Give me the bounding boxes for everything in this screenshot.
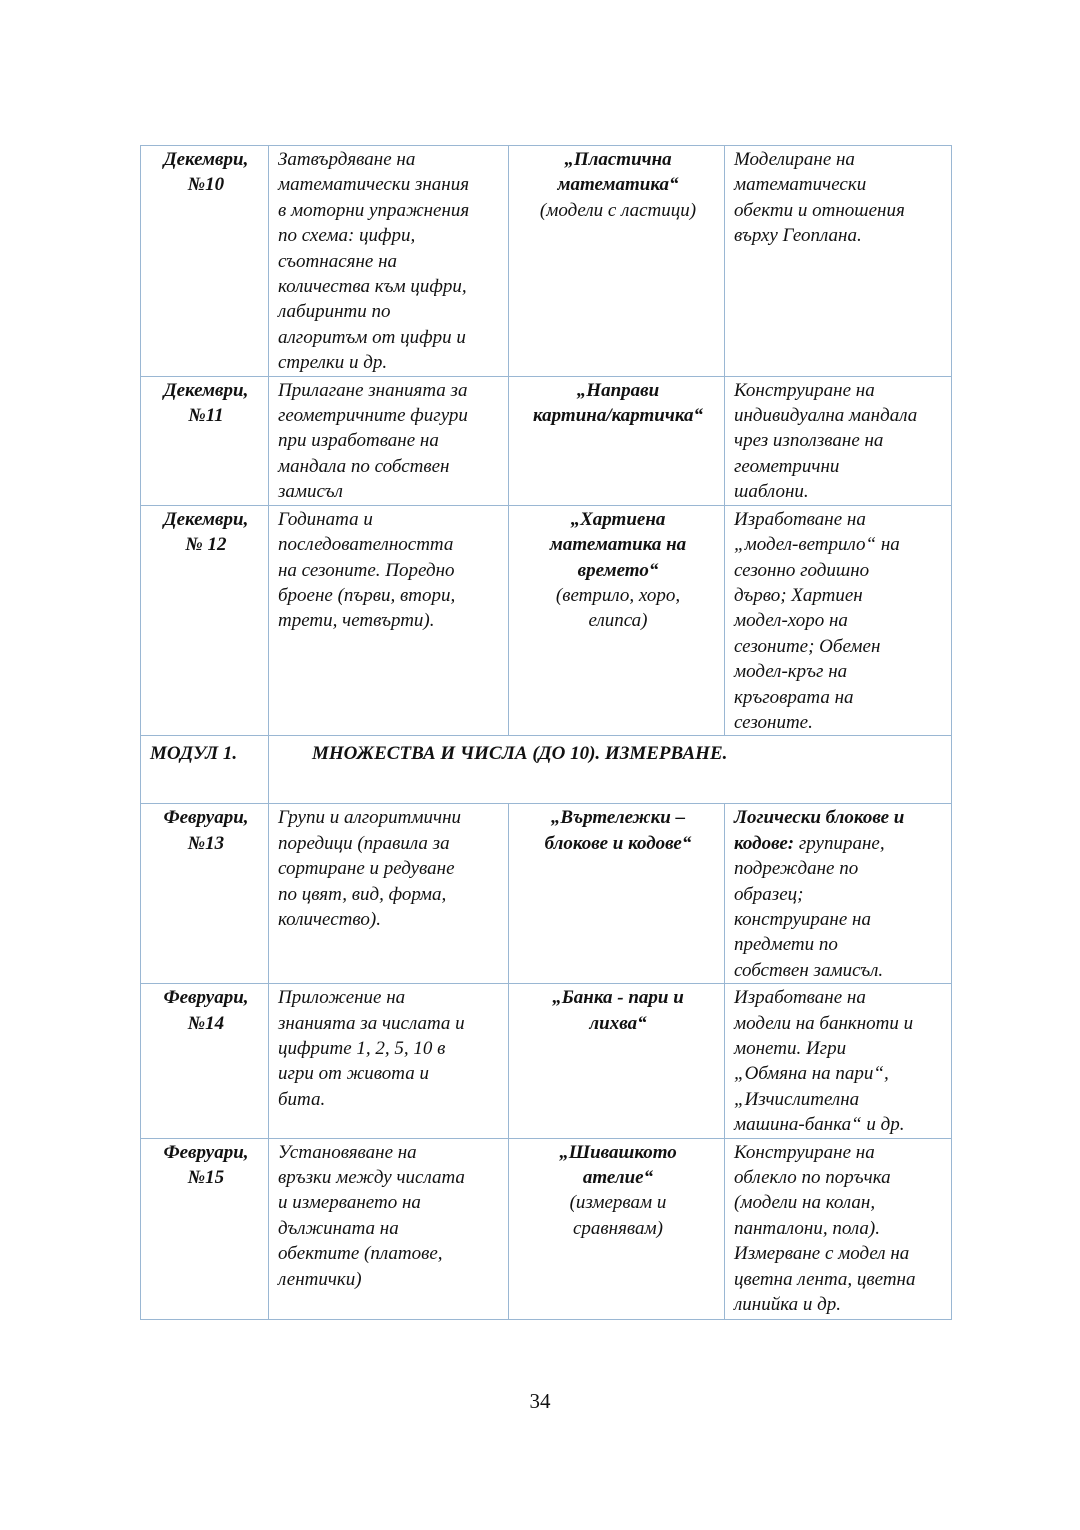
table-row (141, 146, 952, 377)
session-number: №15 (187, 1167, 225, 1189)
date-cell (141, 505, 269, 736)
module-row (141, 736, 952, 804)
table-row (141, 505, 952, 736)
activity-cell: Изработване на модели на банкноти и монети. Игри „Обмяна на пари“, „Изчислителна машина-банка“ и др. (725, 984, 952, 1138)
content-cell: Прилагане знанията за геометричните фигури при изработване на мандала по собствен замисъл (269, 376, 509, 505)
content-cell: Затвърдяване на математически знания в моторни упражнения по схема: цифри, съотнасяне на количества към цифри, лабиринти по алгоритъм от цифри и стрелки и др. (269, 146, 509, 377)
session-number: № 12 (185, 534, 227, 556)
month: Декември, (163, 508, 249, 530)
activity-cell: Моделиране на математически обекти и отношения върху Геоплана. (725, 146, 952, 377)
content-cell: Установяване на връзки между числата и измерването на дължината на обектите (платове, лентички) (269, 1138, 509, 1319)
session-number: №13 (187, 832, 225, 854)
module-title-cell (269, 736, 952, 804)
month: Февруари, (163, 987, 249, 1009)
module-title: МНОЖЕСТВА И ЧИСЛА (ДО 10). ИЗМЕРВАНЕ. (312, 743, 728, 765)
content-cell: Групи и алгоритмични поредици (правила за сортиране и редуване по цвят, вид, форма, количество). (269, 804, 509, 984)
page-number: 34 (529, 1389, 551, 1413)
month: Декември, (163, 379, 249, 401)
activity-cell: Логически блокове и кодове: групиране, подреждане по образец; конструиране на предмети по собствен замисъл. (725, 804, 952, 984)
date-cell (141, 1138, 269, 1319)
topic-cell: „Хартиена математика на времето“ (ветрило, хоро, елипса) (509, 505, 725, 736)
module-label-cell (141, 736, 269, 804)
date-cell (141, 146, 269, 377)
topic-cell: „Банка - пари и лихва“ (509, 984, 725, 1138)
table-row (141, 804, 952, 984)
month: Февруари, (163, 1141, 249, 1163)
session-number: №10 (187, 174, 225, 196)
activity-cell: Изработване на „модел-ветрило“ на сезонно годишно дърво; Хартиен модел-хоро на сезоните; Обемен модел-кръг на кръговрата на сезоните. (725, 505, 952, 736)
date-cell (141, 984, 269, 1138)
session-number: №14 (187, 1012, 225, 1034)
activity-cell: Конструиране на облекло по поръчка (модели на колан, панталони, пола). Измерване с модел на цветна лента, цветна линийка и др. (725, 1138, 952, 1319)
lesson-plan-table (140, 145, 952, 1320)
content-cell: Приложение на знанията за числата и цифрите 1, 2, 5, 10 в игри от живота и бита. (269, 984, 509, 1138)
table-row (141, 1138, 952, 1319)
date-cell (141, 804, 269, 984)
topic-cell: „Въртележки – блокове и кодове“ (509, 804, 725, 984)
session-number: №11 (188, 405, 224, 427)
content-cell: Годината и последователността на сезоните. Поредно броене (първи, втори, трети, четвърти). (269, 505, 509, 736)
month: Декември, (163, 149, 249, 170)
activity-cell: Конструиране на индивидуална мандала чрез използване на геометрични шаблони. (725, 376, 952, 505)
topic-cell: „Пластична математика“ (модели с ластици) (509, 146, 725, 377)
module-label: МОДУЛ 1. (150, 743, 238, 765)
month: Февруари, (163, 807, 249, 829)
table-row (141, 376, 952, 505)
topic-cell: „Шивашкото ателие“ (измервам и сравнявам) (509, 1138, 725, 1319)
table-row (141, 984, 952, 1138)
topic-cell: „Направи картина/картичка“ (509, 376, 725, 505)
date-cell (141, 376, 269, 505)
